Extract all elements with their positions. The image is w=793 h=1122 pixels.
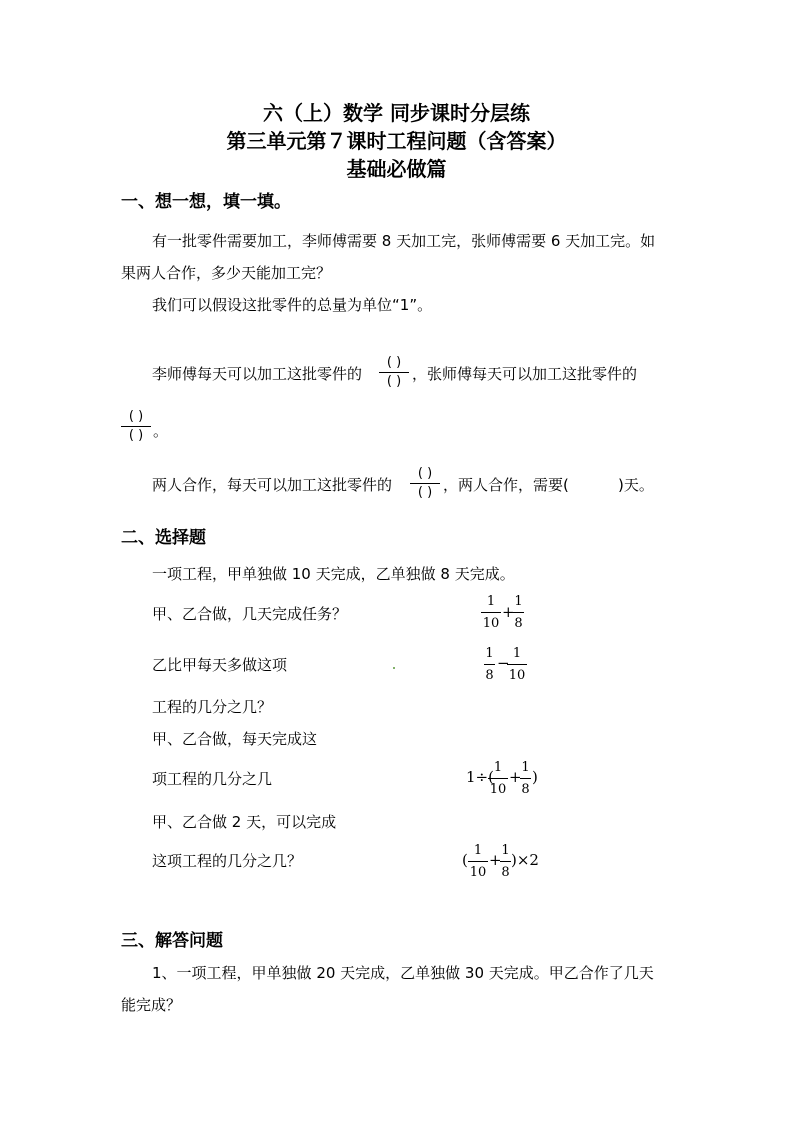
choice-q4-cont: 这项工程的几分之几？ (152, 852, 303, 870)
choice-q2: 乙比甲每天多做这项 (152, 656, 288, 674)
section1-together-text: 两人合作，每天可以加工这批零件的 (152, 476, 393, 494)
choice-q4: 甲、乙合做 2 天，可以完成 (152, 813, 337, 831)
denominator: 8 (514, 616, 523, 631)
page-title-line2: 第三单元第７课时工程问题（含答案） (226, 129, 567, 153)
stray-dot (393, 667, 395, 669)
blank-fraction-zhang[interactable] (121, 409, 151, 444)
expr1-frac-a[interactable] (481, 593, 501, 632)
section1-zhang-text: ，张师傅每天可以加工这批零件的 (412, 365, 638, 383)
denominator: 8 (521, 782, 530, 797)
section1-days-suffix: )天。 (618, 476, 654, 494)
minus-sign: − (497, 654, 510, 672)
denominator: 8 (501, 865, 510, 880)
section2-intro: 一项工程，甲单独做 10 天完成，乙单独做 8 天完成。 (152, 565, 515, 583)
denominator: 8 (485, 668, 494, 683)
left-paren: ( (462, 851, 468, 869)
choice-q2-cont: 工程的几分之几？ (152, 698, 273, 716)
blank-fraction-together[interactable] (410, 466, 440, 501)
blank-numerator: ( ) (417, 466, 433, 481)
expr4-frac-a[interactable] (468, 842, 488, 881)
period-mark: 。 (153, 422, 169, 440)
blank-numerator: ( ) (128, 409, 144, 424)
page-subtitle: 基础必做篇 (346, 157, 447, 181)
section3-heading: 三、解答问题 (121, 931, 223, 951)
denominator: 10 (489, 782, 507, 797)
right-paren: ) (532, 768, 538, 786)
plus-sign: + (509, 768, 522, 786)
expr1-frac-b[interactable] (513, 593, 524, 632)
denominator: 10 (482, 616, 500, 631)
section1-days-text: ，两人合作，需要( (443, 476, 569, 494)
denominator: 10 (508, 668, 526, 683)
section2-heading: 二、选择题 (121, 528, 206, 548)
numerator: 1 (501, 843, 510, 858)
section3-problem-line2: 能完成？ (121, 996, 182, 1014)
numerator: 1 (512, 646, 522, 661)
section1-problem-line2: 果两人合作，多少天能加工完？ (121, 264, 332, 282)
numerator: 1 (514, 594, 523, 609)
denominator: 10 (469, 865, 487, 880)
choice-q3: 甲、乙合做，每天完成这 (152, 730, 318, 748)
numerator: 1 (473, 843, 483, 858)
div-prefix: 1÷( (466, 768, 494, 786)
expr4-frac-b[interactable] (500, 842, 511, 881)
blank-fraction-li[interactable] (379, 355, 409, 390)
blank-numerator: ( ) (386, 355, 402, 370)
plus-sign: + (502, 603, 515, 621)
section1-li-text: 李师傅每天可以加工这批零件的 (152, 365, 363, 383)
expr2-frac-a[interactable] (484, 645, 495, 684)
times-two: )×2 (511, 851, 539, 869)
section1-heading: 一、想一想，填一填。 (121, 192, 291, 212)
plus-sign: + (489, 851, 502, 869)
blank-denominator: ( ) (386, 374, 402, 389)
choice-q1: 甲、乙合做，几天完成任务？ (152, 605, 348, 623)
numerator: 1 (486, 594, 496, 609)
blank-denominator: ( ) (417, 485, 433, 500)
numerator: 1 (485, 646, 494, 661)
section1-assumption: 我们可以假设这批零件的总量为单位“1”。 (152, 296, 433, 314)
blank-denominator: ( ) (128, 428, 144, 443)
expr3-frac-b[interactable] (520, 759, 531, 798)
section3-problem-line1: 1、一项工程，甲单独做 20 天完成，乙单独做 30 天完成。甲乙合作了几天 (152, 964, 654, 982)
choice-q3-cont: 项工程的几分之几 (152, 770, 273, 788)
numerator: 1 (521, 760, 530, 775)
expr3-frac-a[interactable] (488, 759, 508, 798)
expr2-frac-b[interactable] (507, 645, 527, 684)
page-title-line1: 六（上）数学 同步课时分层练 (263, 101, 530, 125)
numerator: 1 (493, 760, 503, 775)
section1-problem-line1: 有一批零件需要加工，李师傅需要 8 天加工完，张师傅需要 6 天加工完。如 (152, 232, 656, 250)
